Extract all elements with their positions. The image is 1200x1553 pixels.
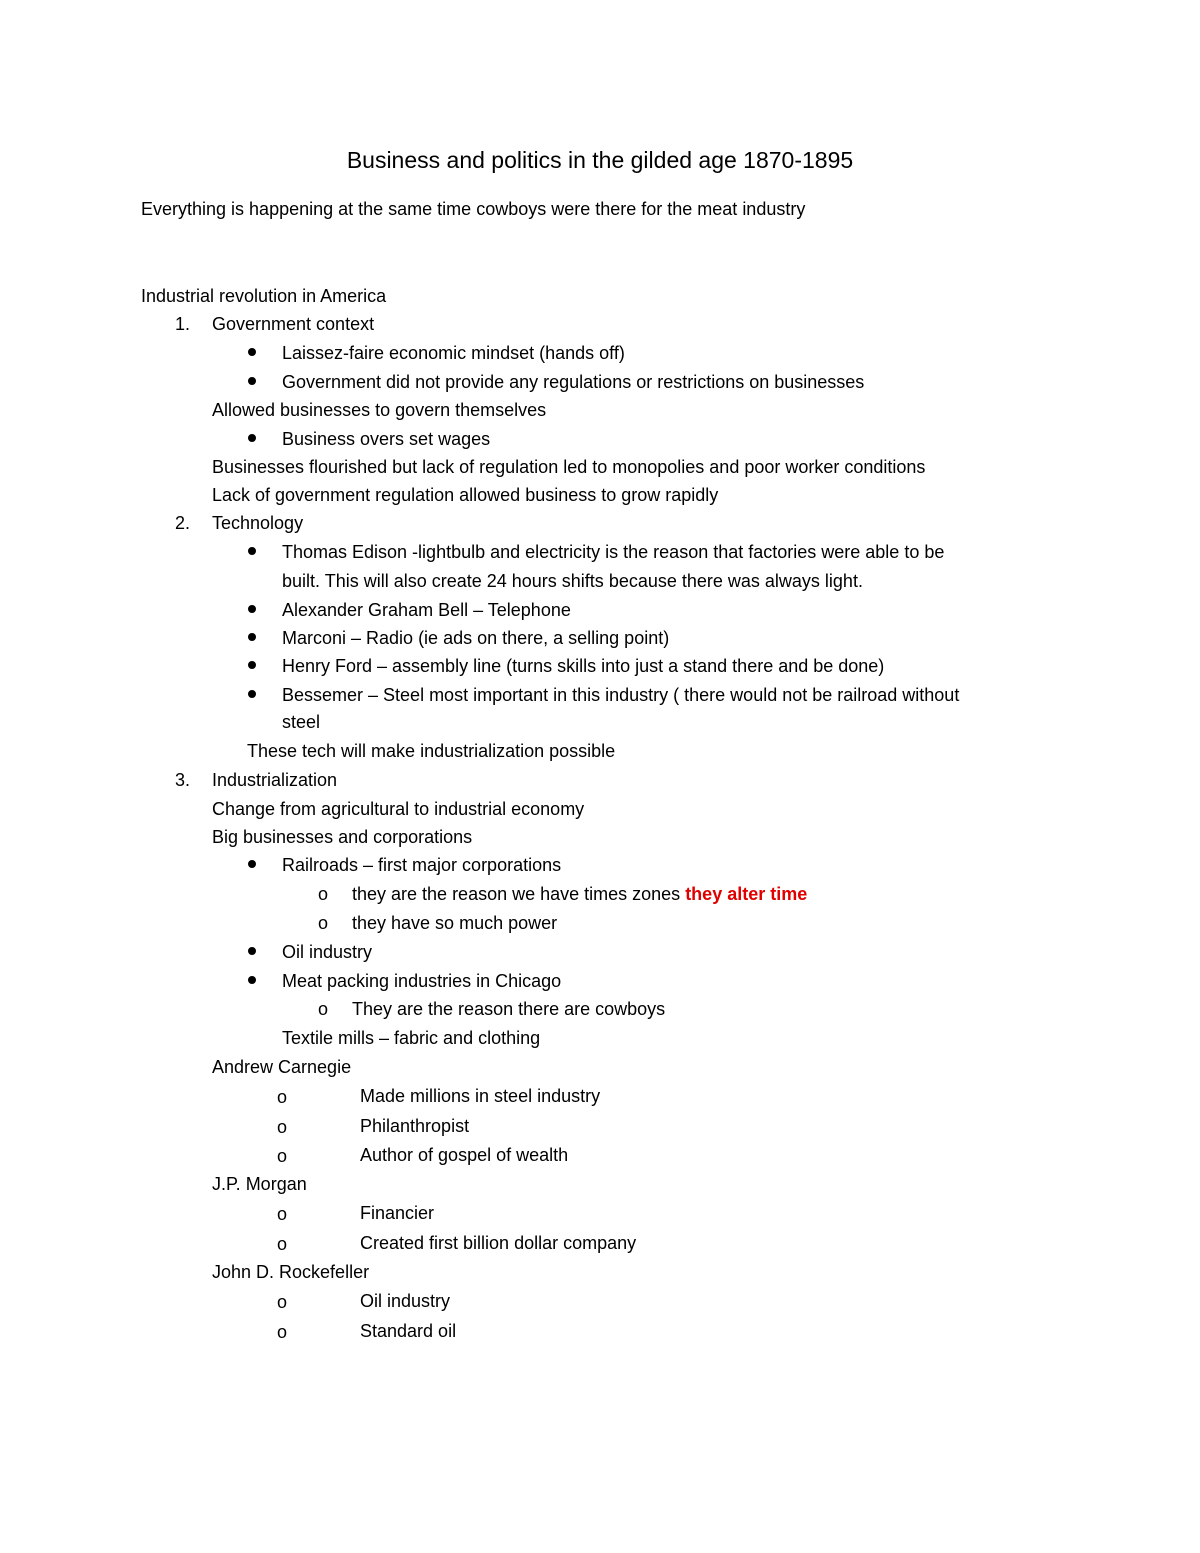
highlighted-text: they alter time bbox=[685, 884, 808, 904]
list-item: Alexander Graham Bell – Telephone bbox=[282, 600, 571, 620]
list-item: Henry Ford – assembly line (turns skills into just a stand there and be done) bbox=[282, 656, 885, 676]
bullet-icon bbox=[248, 377, 256, 385]
bullet-icon bbox=[248, 605, 256, 613]
paragraph: Allowed businesses to govern themselves bbox=[212, 400, 547, 420]
list-item: Meat packing industries in Chicago bbox=[282, 971, 562, 991]
sub-bullet-marker: o bbox=[318, 884, 329, 904]
list-item-continuation: built. This will also create 24 hours shifts because there was always light. bbox=[282, 571, 863, 591]
bullet-icon bbox=[248, 947, 256, 955]
bullet-icon bbox=[248, 860, 256, 868]
list-item-heading: Technology bbox=[212, 513, 304, 533]
sub-bullet-marker: o bbox=[277, 1234, 288, 1254]
sub-list-item: Philanthropist bbox=[360, 1116, 470, 1136]
paragraph: Businesses flourished but lack of regulation led to monopolies and poor worker conditions bbox=[212, 457, 926, 477]
paragraph: Textile mills – fabric and clothing bbox=[282, 1028, 541, 1048]
paragraph: Lack of government regulation allowed business to grow rapidly bbox=[212, 485, 719, 505]
bullet-icon bbox=[248, 434, 256, 442]
sub-list-item-text: they are the reason we have times zones bbox=[352, 884, 686, 904]
list-number: 1. bbox=[175, 314, 191, 334]
sub-list-item: Created first billion dollar company bbox=[360, 1233, 637, 1253]
intro-text: Everything is happening at the same time cowboys were there for the meat industry bbox=[141, 199, 806, 219]
sub-list-item: Oil industry bbox=[360, 1291, 451, 1311]
list-item: Marconi – Radio (ie ads on there, a selling point) bbox=[282, 628, 670, 648]
sub-bullet-marker: o bbox=[318, 999, 329, 1019]
list-item-continuation: steel bbox=[282, 712, 321, 732]
sub-bullet-marker: o bbox=[277, 1117, 288, 1137]
sub-bullet-marker: o bbox=[277, 1322, 288, 1342]
sub-bullet-marker: o bbox=[277, 1204, 288, 1224]
list-item: Laissez-faire economic mindset (hands off) bbox=[282, 343, 625, 363]
list-number: 2. bbox=[175, 513, 191, 533]
list-item: Bessemer – Steel most important in this industry ( there would not be railroad without bbox=[282, 685, 960, 705]
list-item: Oil industry bbox=[282, 942, 373, 962]
list-item: Business overs set wages bbox=[282, 429, 491, 449]
paragraph: Big businesses and corporations bbox=[212, 827, 473, 847]
section-heading: Industrial revolution in America bbox=[141, 286, 387, 306]
list-number: 3. bbox=[175, 770, 191, 790]
list-item-heading: Industrialization bbox=[212, 770, 338, 790]
person-heading-rockefeller: John D. Rockefeller bbox=[212, 1262, 370, 1282]
sub-list-item: They are the reason there are cowboys bbox=[352, 999, 666, 1019]
sub-bullet-marker: o bbox=[277, 1146, 288, 1166]
sub-list-item: Financier bbox=[360, 1203, 435, 1223]
sub-list-item: Standard oil bbox=[360, 1321, 457, 1341]
bullet-icon bbox=[248, 348, 256, 356]
bullet-icon bbox=[248, 633, 256, 641]
sub-list-item: they have so much power bbox=[352, 913, 558, 933]
paragraph: Change from agricultural to industrial economy bbox=[212, 799, 585, 819]
sub-bullet-marker: o bbox=[318, 913, 329, 933]
bullet-icon bbox=[248, 976, 256, 984]
sub-list-item bbox=[352, 882, 807, 906]
sub-bullet-marker: o bbox=[277, 1087, 288, 1107]
person-heading-morgan: J.P. Morgan bbox=[212, 1174, 307, 1194]
bullet-icon bbox=[248, 661, 256, 669]
paragraph: These tech will make industrialization possible bbox=[247, 741, 616, 761]
sub-list-item: Made millions in steel industry bbox=[360, 1086, 601, 1106]
list-item: Railroads – first major corporations bbox=[282, 855, 562, 875]
list-item: Thomas Edison -lightbulb and electricity is the reason that factories were able to be bbox=[282, 542, 945, 562]
bullet-icon bbox=[248, 690, 256, 698]
sub-bullet-marker: o bbox=[277, 1292, 288, 1312]
list-item: Government did not provide any regulations or restrictions on businesses bbox=[282, 372, 865, 392]
person-heading-carnegie: Andrew Carnegie bbox=[212, 1057, 352, 1077]
list-item-heading: Government context bbox=[212, 314, 375, 334]
sub-list-item: Author of gospel of wealth bbox=[360, 1145, 569, 1165]
document-title: Business and politics in the gilded age 1870-1895 bbox=[346, 147, 854, 173]
bullet-icon bbox=[248, 547, 256, 555]
